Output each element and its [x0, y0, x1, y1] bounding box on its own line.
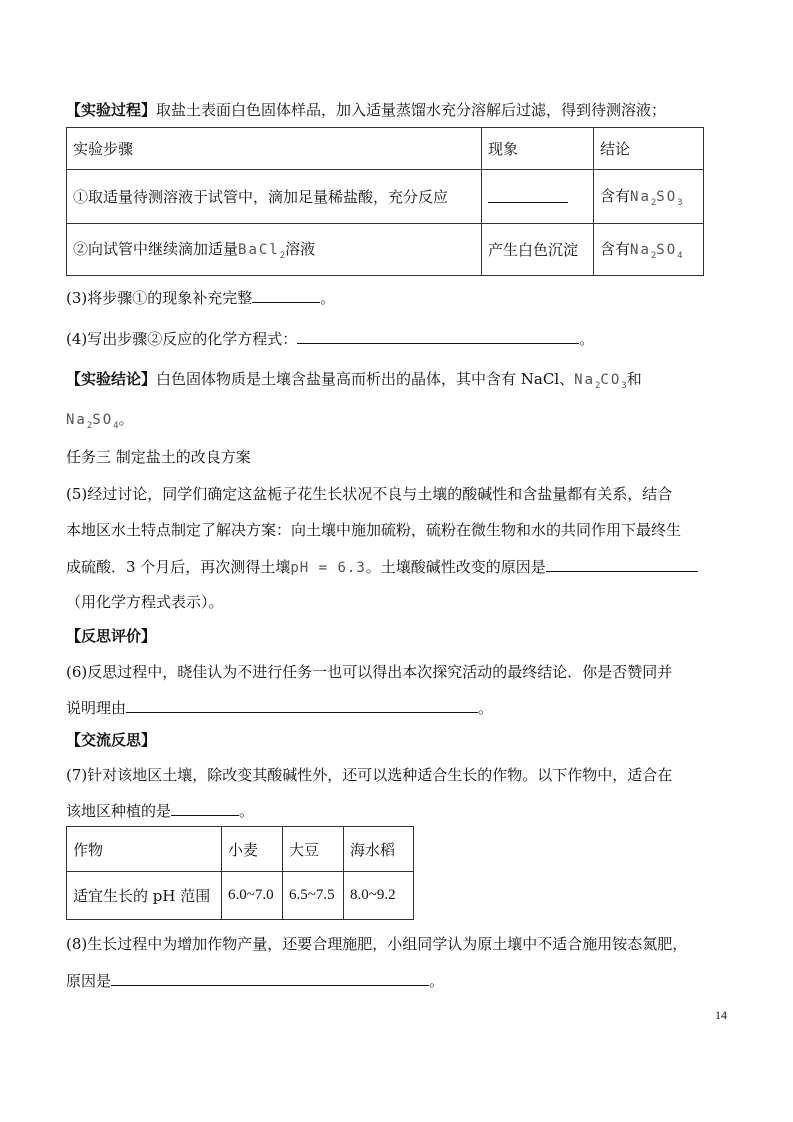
ph-sea-rice: 8.0~9.2 [344, 872, 414, 920]
row1-formula: $Na_2SO_3$ [630, 189, 683, 208]
q3-text: (3)将步骤①的现象补充完整 [66, 289, 253, 307]
q6-line1: (6)反思过程中，晓佳认为不进行任务一也可以得出本次探究活动的最终结论．你是否赞同并 [66, 663, 673, 681]
crop-soybean: 大豆 [283, 827, 344, 872]
header-conclusion: 结论 [594, 128, 704, 170]
q7-line1: (7)针对该地区土壤，除改变其酸碱性外，还可以选种适合生长的作物。以下作物中，适合在 [66, 766, 673, 784]
intro-text: 取盐土表面白色固体样品，加入适量蒸馏水充分溶解后过滤，得到待测溶液； [156, 101, 667, 119]
q6-answer-blank[interactable] [126, 697, 478, 713]
ph-soybean: 6.5~7.5 [283, 872, 344, 920]
na2co3-formula: $Na_2CO_3$ [574, 372, 627, 391]
row1-conclusion [594, 170, 704, 224]
header-phenomenon: 现象 [482, 128, 594, 170]
row2-conclusion: 含有$Na_2SO_4$ [594, 224, 704, 276]
table-header-row [67, 128, 704, 170]
row1-phenomenon-blank[interactable] [488, 187, 568, 203]
q4-text: (4)写出步骤②反应的化学方程式： [66, 330, 298, 348]
ph-range-label: 适宜生长的 pH 范围 [67, 872, 222, 920]
experiment-conclusion: 【实验结论】白色固体物质是土壤含盐量高而析出的晶体，其中含有 NaCl、$Na_2CO_3$和 [66, 370, 642, 391]
row2-formula: $Na_2SO_4$ [630, 242, 683, 261]
crop-header: 作物 [67, 827, 222, 872]
experiment-conclusion-cont: $Na_2SO_4$。 [66, 410, 134, 431]
header-step: 实验步骤 [67, 128, 482, 170]
table-row [67, 170, 704, 224]
conclusion-label: 【实验结论】 [66, 370, 157, 388]
q8-line2: 原因是 。 [66, 972, 445, 990]
experiment-table [66, 127, 704, 276]
table-row [67, 872, 414, 920]
ph-wheat: 6.0~7.0 [222, 872, 283, 920]
q8-line1: (8)生长过程中为增加作物产量，还要合理施肥，小组同学认为原土壤中不适合施用铵态氮肥， [66, 935, 688, 953]
q3-answer-blank[interactable] [252, 287, 320, 303]
row1-conclusion-prefix: 含有 [600, 187, 631, 206]
q7-line2: 该地区种植的是 。 [66, 802, 255, 820]
q6-line2: 说明理由 。 [66, 699, 494, 717]
row2-step: ②向试管中继续滴加适量BaCl$_2$溶液 [67, 224, 482, 276]
conclusion-text: 白色固体物质是土壤含盐量高而析出的晶体，其中含有 NaCl、 [156, 370, 575, 388]
crop-wheat: 小麦 [222, 827, 283, 872]
q5-line4: （用化学方程式表示）。 [66, 593, 224, 611]
q8-answer-blank[interactable] [111, 970, 429, 986]
page-number: 14 [715, 1008, 727, 1022]
na2so4-formula: $Na_2SO_4$ [66, 412, 119, 431]
crop-ph-table [66, 826, 414, 920]
table-row [67, 224, 704, 276]
row2-phenomenon: 产生白色沉淀 [482, 224, 594, 276]
q5-answer-blank[interactable] [546, 556, 698, 572]
crop-sea-rice: 海水稻 [344, 827, 414, 872]
intro-label: 【实验过程】 [66, 101, 157, 119]
q5-line1: (5)经过讨论，同学们确定这盆栀子花生长状况不良与土壤的酸碱性和含盐量都有关系，结合 [66, 485, 673, 503]
exchange-title: 【交流反思】 [66, 731, 157, 749]
q4-answer-blank[interactable] [297, 328, 579, 344]
question-3: (3)将步骤①的现象补充完整 。 [66, 289, 336, 307]
reflect-title: 【反思评价】 [66, 627, 157, 645]
row1-phenomenon [482, 170, 594, 224]
table-header-row [67, 827, 414, 872]
task-3-title: 任务三 制定盐土的改良方案 [66, 448, 251, 466]
intro-line [66, 100, 666, 120]
q7-answer-blank[interactable] [171, 800, 239, 816]
ph-value: pH = 6.3 [290, 560, 366, 576]
row1-step: ①取适量待测溶液于试管中，滴加足量稀盐酸，充分反应 [67, 170, 482, 224]
row2-reagent: BaCl$_2$ [238, 242, 286, 261]
question-4: (4)写出步骤②反应的化学方程式： 。 [66, 330, 595, 348]
q5-line2: 本地区水土特点制定了解决方案：向土壤中施加硫粉，硫粉在微生物和水的共同作用下最终生 [66, 521, 682, 539]
q5-line3: 成硫酸．3 个月后，再次测得土壤pH = 6.3。土壤酸碱性改变的原因是 [66, 556, 698, 578]
